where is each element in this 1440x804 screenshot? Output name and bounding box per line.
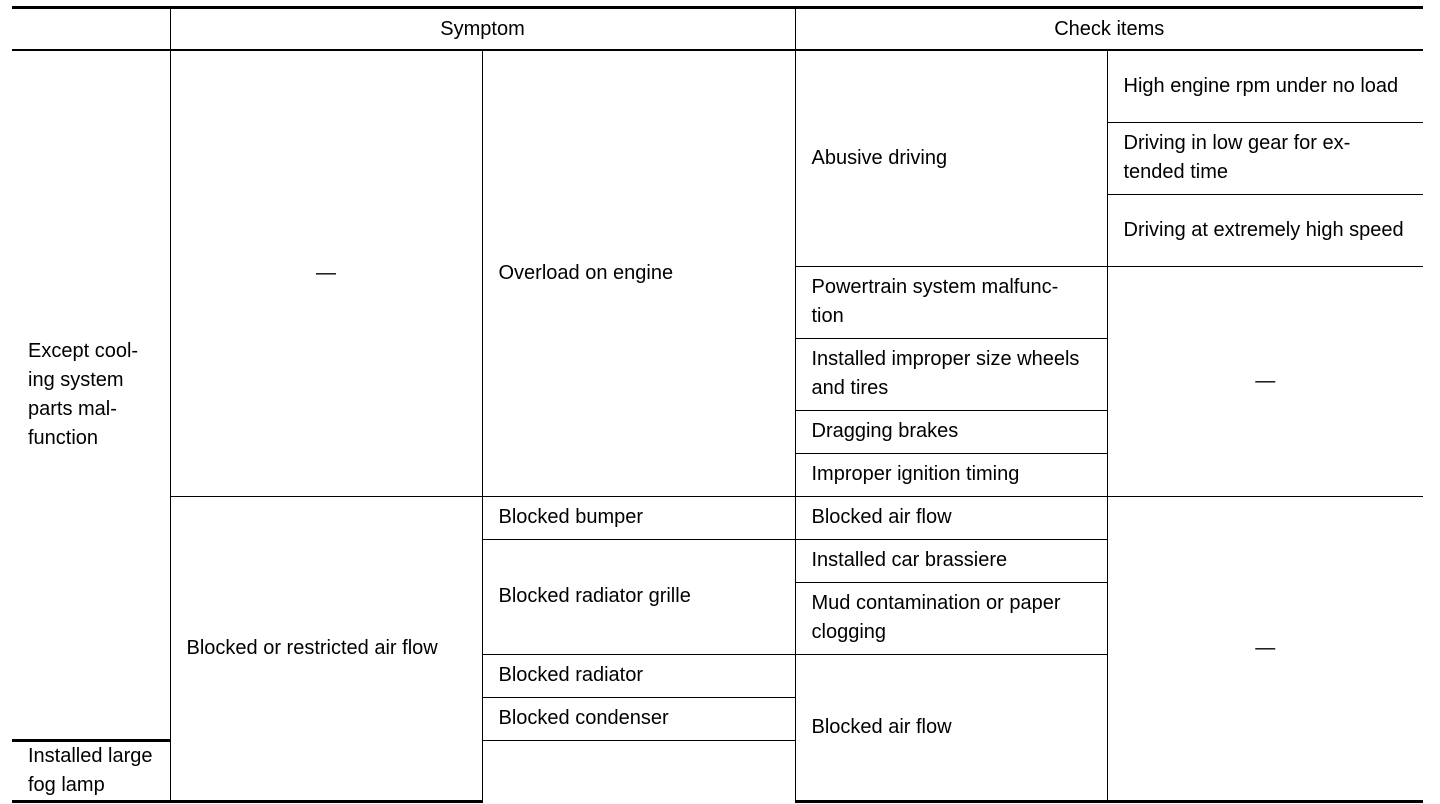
table-row [12, 496, 1423, 539]
header-check-items: Check items [795, 8, 1423, 51]
check-low-gear: Driving in low gear for ex- tended time [1107, 122, 1423, 194]
table-header-row [12, 8, 1423, 51]
check-abusive-driving: Abusive driving [795, 50, 1107, 266]
airflow-dash: — [1107, 496, 1423, 801]
check-lower-blocked-air-flow: Blocked air flow [795, 654, 1107, 801]
table-row [12, 50, 1423, 122]
check-improper-wheels-tires: Installed improper size wheels and tires [795, 338, 1107, 410]
symptom-blocked-bumper: Blocked bumper [482, 496, 795, 539]
header-symptom: Symptom [170, 8, 795, 51]
check-mud-paper-clogging: Mud contamination or paper clogging [795, 582, 1107, 654]
symptom-blocked-radiator-grille: Blocked radiator grille [482, 539, 795, 654]
overload-dash: — [170, 50, 482, 496]
symptom-blocked-condenser: Blocked condenser [482, 697, 795, 740]
check-bumper-blocked-air-flow: Blocked air flow [795, 496, 1107, 539]
check-car-brassiere: Installed car brassiere [795, 539, 1107, 582]
category-except-cooling-system: Except cool- ing system parts mal- function [12, 50, 170, 740]
check-dragging-brakes: Dragging brakes [795, 410, 1107, 453]
symptom-overload-on-engine: Overload on engine [482, 50, 795, 496]
symptom-blocked-radiator: Blocked radiator [482, 654, 795, 697]
check-improper-ignition-timing: Improper ignition timing [795, 453, 1107, 496]
check-high-engine-rpm: High engine rpm under no load [1107, 50, 1423, 122]
header-blank-cell [12, 8, 170, 51]
overload-other-dash: — [1107, 266, 1423, 496]
overheating-diagnosis-table [12, 6, 1423, 803]
check-powertrain-malfunction: Powertrain system malfunc- tion [795, 266, 1107, 338]
symptom-blocked-air-flow: Blocked or restricted air flow [170, 496, 482, 801]
check-extremely-high-speed: Driving at extremely high speed [1107, 194, 1423, 266]
symptom-installed-fog-lamp: Installed large fog lamp [12, 740, 170, 801]
